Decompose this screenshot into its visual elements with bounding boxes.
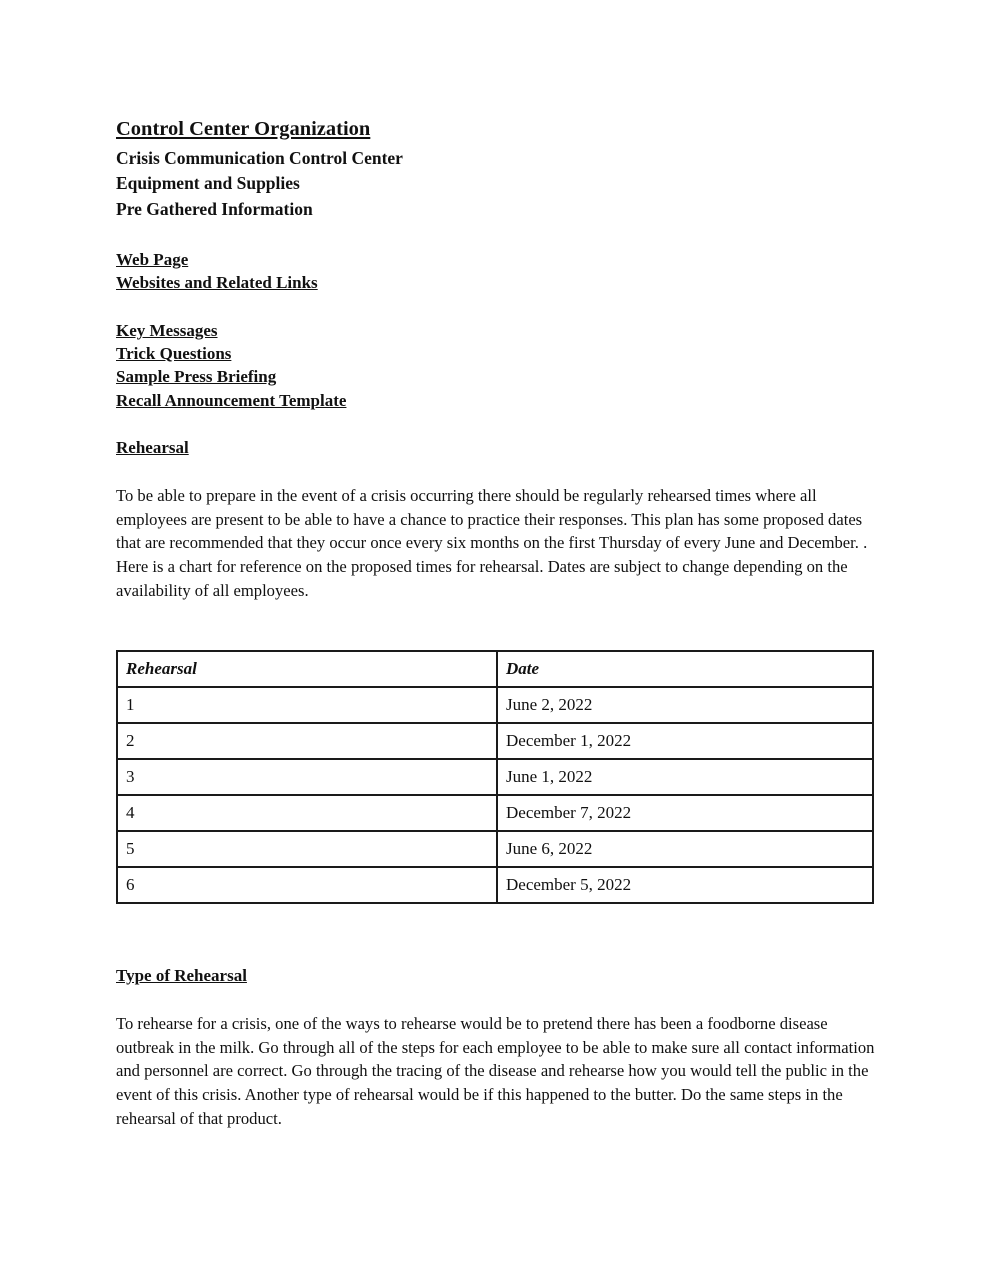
rehearsal-number-cell: 6 <box>117 867 497 903</box>
link-sample-press-briefing[interactable]: Sample Press Briefing <box>116 367 277 386</box>
link-web-page[interactable]: Web Page <box>116 250 189 269</box>
rehearsal-date-cell: December 7, 2022 <box>497 795 873 831</box>
table-row <box>117 795 873 831</box>
table-row <box>117 687 873 723</box>
rehearsal-paragraph: To be able to prepare in the event of a crisis occurring there should be regularly rehearsed times where all employees are present to be able to have a chance to practice their responses. This plan has some proposed dates that are recommended that they occur once every six months on the first Thursday of every June and December. . Here is a chart for reference on the proposed times for rehearsal. Dates are subject to change depending on the availability of all employees. <box>116 486 868 600</box>
link-recall-announcement[interactable]: Recall Announcement Template <box>116 391 347 410</box>
table-header-row <box>117 651 873 687</box>
rehearsal-date-cell: June 6, 2022 <box>497 831 873 867</box>
link-websites-related[interactable]: Websites and Related Links <box>116 273 318 292</box>
link-key-messages[interactable]: Key Messages <box>116 321 218 340</box>
column-header-date: Date <box>497 651 873 687</box>
table-row <box>117 723 873 759</box>
rehearsal-number-cell: 4 <box>117 795 497 831</box>
rehearsal-number-cell: 2 <box>117 723 497 759</box>
table-row <box>117 831 873 867</box>
table-row <box>117 867 873 903</box>
column-header-rehearsal: Rehearsal <box>117 651 497 687</box>
subtitle-equipment: Equipment and Supplies <box>116 173 300 193</box>
type-of-rehearsal-paragraph: To rehearse for a crisis, one of the ways to rehearse would be to pretend there has been a foodborne disease outbreak in the milk. Go through all of the steps for each employee to be able to make sure all contact information and personnel are correct. Go through the tracing of the disease and rehearse how you would tell the public in the event of this crisis. Another type of rehearsal would be if this happened to the butter. Do the same steps in the rehearsal of that product. <box>116 1014 875 1128</box>
type-of-rehearsal-heading: Type of Rehearsal <box>116 966 247 985</box>
rehearsal-number-cell: 5 <box>117 831 497 867</box>
rehearsal-heading: Rehearsal <box>116 438 189 457</box>
subtitle-control-center: Crisis Communication Control Center <box>116 148 403 168</box>
rehearsal-number-cell: 1 <box>117 687 497 723</box>
rehearsal-date-cell: June 1, 2022 <box>497 759 873 795</box>
table-row <box>117 759 873 795</box>
rehearsal-schedule-table <box>116 650 874 904</box>
rehearsal-number-cell: 3 <box>117 759 497 795</box>
subtitle-pre-gathered: Pre Gathered Information <box>116 199 313 219</box>
link-trick-questions[interactable]: Trick Questions <box>116 344 232 363</box>
rehearsal-date-cell: December 1, 2022 <box>497 723 873 759</box>
rehearsal-date-cell: June 2, 2022 <box>497 687 873 723</box>
rehearsal-date-cell: December 5, 2022 <box>497 867 873 903</box>
page-title: Control Center Organization <box>116 118 371 140</box>
